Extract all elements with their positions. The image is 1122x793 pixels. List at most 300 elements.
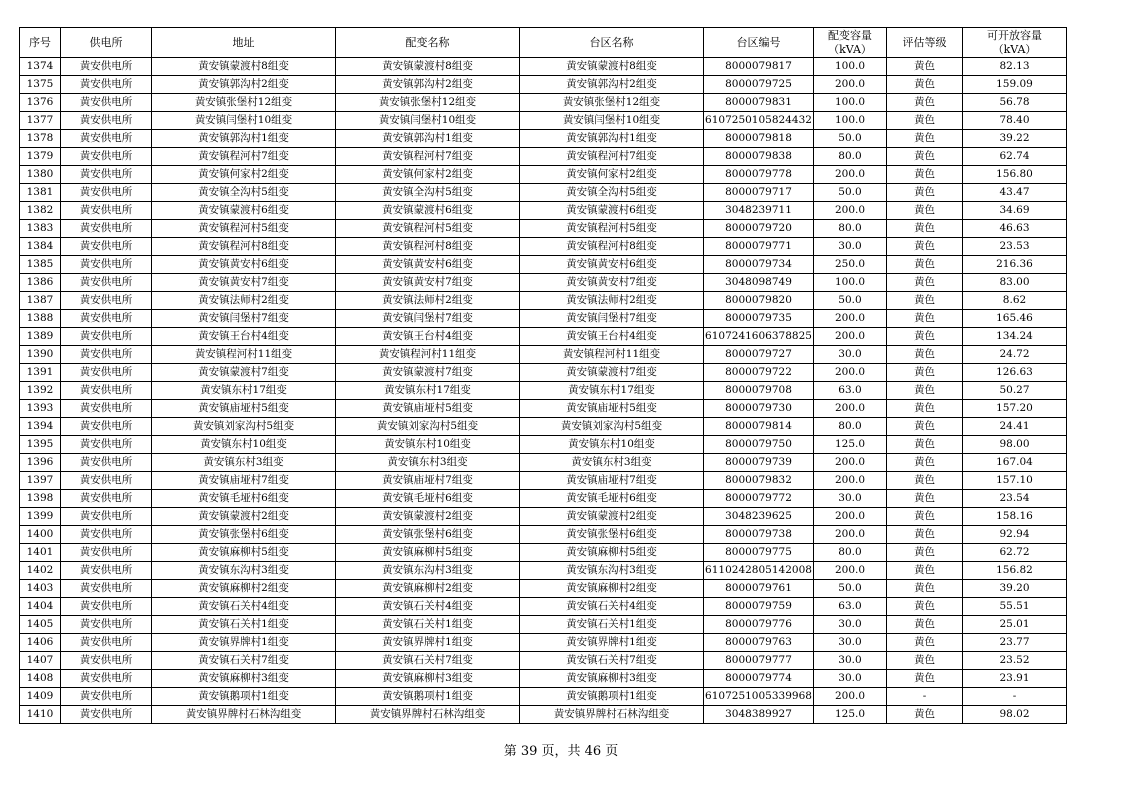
cell-capacity: 125.0 bbox=[814, 706, 887, 724]
cell-area-code: 3048239711 bbox=[704, 202, 814, 220]
cell-grade: 黄色 bbox=[887, 310, 963, 328]
cell-station: 黄安供电所 bbox=[61, 166, 152, 184]
cell-capacity: 30.0 bbox=[814, 634, 887, 652]
cell-transformer: 黄安镇程河村7组变 bbox=[336, 148, 520, 166]
cell-area-code: 3048239625 bbox=[704, 508, 814, 526]
cell-area-name: 黄安镇张堡村12组变 bbox=[520, 94, 704, 112]
cell-seq: 1386 bbox=[20, 274, 61, 292]
cell-address: 黄安镇毛垭村6组变 bbox=[152, 490, 336, 508]
cell-area-code: 8000079771 bbox=[704, 238, 814, 256]
cell-transformer: 黄安镇闫堡村7组变 bbox=[336, 310, 520, 328]
cell-area-code: 6107241606378825 bbox=[704, 328, 814, 346]
cell-area-name: 黄安镇何家村2组变 bbox=[520, 166, 704, 184]
cell-transformer: 黄安镇东村10组变 bbox=[336, 436, 520, 454]
cell-open-capacity: 216.36 bbox=[963, 256, 1067, 274]
cell-grade: 黄色 bbox=[887, 256, 963, 274]
cell-station: 黄安供电所 bbox=[61, 346, 152, 364]
cell-station: 黄安供电所 bbox=[61, 76, 152, 94]
cell-transformer: 黄安镇麻柳村3组变 bbox=[336, 670, 520, 688]
cell-area-code: 8000079775 bbox=[704, 544, 814, 562]
cell-capacity: 200.0 bbox=[814, 562, 887, 580]
cell-address: 黄安镇闫堡村7组变 bbox=[152, 310, 336, 328]
cell-open-capacity: 24.72 bbox=[963, 346, 1067, 364]
cell-transformer: 黄安镇石关村1组变 bbox=[336, 616, 520, 634]
cell-station: 黄安供电所 bbox=[61, 400, 152, 418]
cell-area-name: 黄安镇东村17组变 bbox=[520, 382, 704, 400]
cell-address: 黄安镇界牌村1组变 bbox=[152, 634, 336, 652]
table-row bbox=[20, 58, 1067, 76]
cell-area-name: 黄安镇程河村8组变 bbox=[520, 238, 704, 256]
cell-transformer: 黄安镇毛垭村6组变 bbox=[336, 490, 520, 508]
cell-area-name: 黄安镇张堡村6组变 bbox=[520, 526, 704, 544]
cell-capacity: 80.0 bbox=[814, 220, 887, 238]
cell-station: 黄安供电所 bbox=[61, 472, 152, 490]
cell-address: 黄安镇郭沟村1组变 bbox=[152, 130, 336, 148]
header-seq: 序号 bbox=[20, 28, 61, 58]
cell-address: 黄安镇东村17组变 bbox=[152, 382, 336, 400]
cell-station: 黄安供电所 bbox=[61, 706, 152, 724]
cell-seq: 1390 bbox=[20, 346, 61, 364]
table-row bbox=[20, 436, 1067, 454]
cell-area-name: 黄安镇石关村4组变 bbox=[520, 598, 704, 616]
cell-seq: 1379 bbox=[20, 148, 61, 166]
cell-area-name: 黄安镇闫堡村7组变 bbox=[520, 310, 704, 328]
table-row bbox=[20, 526, 1067, 544]
table-row bbox=[20, 184, 1067, 202]
cell-area-code: 8000079772 bbox=[704, 490, 814, 508]
cell-transformer: 黄安镇程河村8组变 bbox=[336, 238, 520, 256]
cell-grade: 黄色 bbox=[887, 580, 963, 598]
header-capacity-line1: 配变容量 bbox=[828, 28, 872, 42]
header-area-code: 台区编号 bbox=[704, 28, 814, 58]
header-capacity bbox=[814, 28, 887, 58]
cell-capacity: 200.0 bbox=[814, 166, 887, 184]
cell-transformer: 黄安镇东村17组变 bbox=[336, 382, 520, 400]
cell-capacity: 200.0 bbox=[814, 508, 887, 526]
cell-seq: 1378 bbox=[20, 130, 61, 148]
cell-area-code: 8000079759 bbox=[704, 598, 814, 616]
cell-open-capacity: 156.80 bbox=[963, 166, 1067, 184]
cell-station: 黄安供电所 bbox=[61, 544, 152, 562]
cell-area-name: 黄安镇蒙渡村2组变 bbox=[520, 508, 704, 526]
table-row bbox=[20, 238, 1067, 256]
cell-seq: 1377 bbox=[20, 112, 61, 130]
cell-address: 黄安镇张堡村6组变 bbox=[152, 526, 336, 544]
table-row bbox=[20, 94, 1067, 112]
cell-seq: 1383 bbox=[20, 220, 61, 238]
cell-area-name: 黄安镇郭沟村1组变 bbox=[520, 130, 704, 148]
cell-capacity: 30.0 bbox=[814, 490, 887, 508]
table-row bbox=[20, 382, 1067, 400]
cell-station: 黄安供电所 bbox=[61, 328, 152, 346]
cell-grade: 黄色 bbox=[887, 58, 963, 76]
cell-capacity: 200.0 bbox=[814, 202, 887, 220]
cell-address: 黄安镇郭沟村2组变 bbox=[152, 76, 336, 94]
cell-grade: 黄色 bbox=[887, 94, 963, 112]
cell-open-capacity: 98.02 bbox=[963, 706, 1067, 724]
cell-seq: 1374 bbox=[20, 58, 61, 76]
cell-seq: 1399 bbox=[20, 508, 61, 526]
cell-seq: 1400 bbox=[20, 526, 61, 544]
table-row bbox=[20, 292, 1067, 310]
table-row bbox=[20, 310, 1067, 328]
cell-station: 黄安供电所 bbox=[61, 292, 152, 310]
cell-area-code: 8000079818 bbox=[704, 130, 814, 148]
cell-open-capacity: 39.20 bbox=[963, 580, 1067, 598]
cell-transformer: 黄安镇蒙渡村6组变 bbox=[336, 202, 520, 220]
cell-station: 黄安供电所 bbox=[61, 112, 152, 130]
cell-area-name: 黄安镇石关村1组变 bbox=[520, 616, 704, 634]
cell-area-code: 6107251005339968 bbox=[704, 688, 814, 706]
cell-address: 黄安镇蒙渡村6组变 bbox=[152, 202, 336, 220]
cell-grade: 黄色 bbox=[887, 274, 963, 292]
cell-grade: 黄色 bbox=[887, 292, 963, 310]
cell-area-code: 8000079831 bbox=[704, 94, 814, 112]
cell-open-capacity: 55.51 bbox=[963, 598, 1067, 616]
cell-transformer: 黄安镇张堡村12组变 bbox=[336, 94, 520, 112]
cell-grade: 黄色 bbox=[887, 418, 963, 436]
cell-capacity: 200.0 bbox=[814, 526, 887, 544]
cell-grade: 黄色 bbox=[887, 508, 963, 526]
page-footer: 第 39 页，共 46 页 bbox=[503, 744, 619, 759]
cell-area-name: 黄安镇程河村11组变 bbox=[520, 346, 704, 364]
cell-grade: 黄色 bbox=[887, 202, 963, 220]
cell-station: 黄安供电所 bbox=[61, 526, 152, 544]
cell-station: 黄安供电所 bbox=[61, 562, 152, 580]
cell-capacity: 200.0 bbox=[814, 328, 887, 346]
cell-area-name: 黄安镇蒙渡村8组变 bbox=[520, 58, 704, 76]
cell-address: 黄安镇东村10组变 bbox=[152, 436, 336, 454]
cell-area-name: 黄安镇麻柳村2组变 bbox=[520, 580, 704, 598]
cell-open-capacity: 92.94 bbox=[963, 526, 1067, 544]
cell-transformer: 黄安镇刘家沟村5组变 bbox=[336, 418, 520, 436]
cell-grade: 黄色 bbox=[887, 382, 963, 400]
cell-grade: 黄色 bbox=[887, 616, 963, 634]
cell-area-code: 8000079708 bbox=[704, 382, 814, 400]
cell-area-name: 黄安镇蒙渡村6组变 bbox=[520, 202, 704, 220]
cell-area-name: 黄安镇东沟村3组变 bbox=[520, 562, 704, 580]
table-row bbox=[20, 346, 1067, 364]
cell-area-code: 8000079735 bbox=[704, 310, 814, 328]
cell-area-name: 黄安镇黄安村7组变 bbox=[520, 274, 704, 292]
cell-area-code: 8000079734 bbox=[704, 256, 814, 274]
cell-area-name: 黄安镇王台村4组变 bbox=[520, 328, 704, 346]
cell-seq: 1381 bbox=[20, 184, 61, 202]
cell-transformer: 黄安镇东村3组变 bbox=[336, 454, 520, 472]
cell-seq: 1384 bbox=[20, 238, 61, 256]
table-row bbox=[20, 544, 1067, 562]
cell-open-capacity: 23.53 bbox=[963, 238, 1067, 256]
cell-grade: 黄色 bbox=[887, 454, 963, 472]
cell-area-name: 黄安镇闫堡村10组变 bbox=[520, 112, 704, 130]
cell-open-capacity: 23.77 bbox=[963, 634, 1067, 652]
cell-station: 黄安供电所 bbox=[61, 418, 152, 436]
cell-station: 黄安供电所 bbox=[61, 94, 152, 112]
cell-open-capacity: 39.22 bbox=[963, 130, 1067, 148]
cell-station: 黄安供电所 bbox=[61, 436, 152, 454]
table-row bbox=[20, 148, 1067, 166]
cell-station: 黄安供电所 bbox=[61, 454, 152, 472]
cell-grade: 黄色 bbox=[887, 76, 963, 94]
cell-address: 黄安镇刘家沟村5组变 bbox=[152, 418, 336, 436]
cell-seq: 1406 bbox=[20, 634, 61, 652]
cell-capacity: 80.0 bbox=[814, 148, 887, 166]
cell-area-name: 黄安镇鹅项村1组变 bbox=[520, 688, 704, 706]
cell-area-code: 6110242805142008 bbox=[704, 562, 814, 580]
cell-station: 黄安供电所 bbox=[61, 238, 152, 256]
cell-area-code: 3048098749 bbox=[704, 274, 814, 292]
capacity-table bbox=[19, 27, 1067, 724]
cell-grade: 黄色 bbox=[887, 670, 963, 688]
cell-area-name: 黄安镇蒙渡村7组变 bbox=[520, 364, 704, 382]
cell-area-name: 黄安镇石关村7组变 bbox=[520, 652, 704, 670]
cell-seq: 1396 bbox=[20, 454, 61, 472]
cell-grade: 黄色 bbox=[887, 112, 963, 130]
cell-grade: 黄色 bbox=[887, 238, 963, 256]
table-row bbox=[20, 580, 1067, 598]
cell-address: 黄安镇蒙渡村7组变 bbox=[152, 364, 336, 382]
cell-address: 黄安镇麻柳村5组变 bbox=[152, 544, 336, 562]
cell-station: 黄安供电所 bbox=[61, 202, 152, 220]
cell-area-code: 8000079817 bbox=[704, 58, 814, 76]
cell-transformer: 黄安镇郭沟村2组变 bbox=[336, 76, 520, 94]
cell-capacity: 100.0 bbox=[814, 112, 887, 130]
cell-station: 黄安供电所 bbox=[61, 130, 152, 148]
cell-seq: 1393 bbox=[20, 400, 61, 418]
table-row bbox=[20, 274, 1067, 292]
cell-station: 黄安供电所 bbox=[61, 616, 152, 634]
cell-station: 黄安供电所 bbox=[61, 598, 152, 616]
cell-station: 黄安供电所 bbox=[61, 310, 152, 328]
cell-open-capacity: 8.62 bbox=[963, 292, 1067, 310]
cell-capacity: 200.0 bbox=[814, 76, 887, 94]
cell-grade: 黄色 bbox=[887, 706, 963, 724]
cell-capacity: 50.0 bbox=[814, 580, 887, 598]
cell-area-name: 黄安镇刘家沟村5组变 bbox=[520, 418, 704, 436]
cell-grade: 黄色 bbox=[887, 634, 963, 652]
cell-area-code: 8000079838 bbox=[704, 148, 814, 166]
cell-transformer: 黄安镇程河村5组变 bbox=[336, 220, 520, 238]
cell-address: 黄安镇庙垭村7组变 bbox=[152, 472, 336, 490]
cell-open-capacity: 62.72 bbox=[963, 544, 1067, 562]
table-body bbox=[20, 58, 1067, 724]
cell-address: 黄安镇石关村7组变 bbox=[152, 652, 336, 670]
cell-station: 黄安供电所 bbox=[61, 364, 152, 382]
cell-grade: 黄色 bbox=[887, 526, 963, 544]
cell-area-code: 8000079776 bbox=[704, 616, 814, 634]
cell-grade: 黄色 bbox=[887, 652, 963, 670]
header-capacity-line2: （kVA） bbox=[828, 42, 872, 56]
table-row bbox=[20, 220, 1067, 238]
cell-address: 黄安镇庙垭村5组变 bbox=[152, 400, 336, 418]
table-row bbox=[20, 652, 1067, 670]
cell-capacity: 80.0 bbox=[814, 418, 887, 436]
cell-capacity: 80.0 bbox=[814, 544, 887, 562]
cell-address: 黄安镇程河村8组变 bbox=[152, 238, 336, 256]
cell-transformer: 黄安镇全沟村5组变 bbox=[336, 184, 520, 202]
table-row bbox=[20, 472, 1067, 490]
cell-open-capacity: 34.69 bbox=[963, 202, 1067, 220]
cell-station: 黄安供电所 bbox=[61, 184, 152, 202]
cell-station: 黄安供电所 bbox=[61, 256, 152, 274]
cell-grade: 黄色 bbox=[887, 400, 963, 418]
cell-grade: 黄色 bbox=[887, 166, 963, 184]
cell-transformer: 黄安镇王台村4组变 bbox=[336, 328, 520, 346]
cell-station: 黄安供电所 bbox=[61, 634, 152, 652]
cell-area-name: 黄安镇全沟村5组变 bbox=[520, 184, 704, 202]
cell-station: 黄安供电所 bbox=[61, 652, 152, 670]
cell-grade: 黄色 bbox=[887, 328, 963, 346]
cell-seq: 1405 bbox=[20, 616, 61, 634]
cell-address: 黄安镇蒙渡村8组变 bbox=[152, 58, 336, 76]
header-row bbox=[20, 28, 1067, 58]
cell-open-capacity: 46.63 bbox=[963, 220, 1067, 238]
cell-area-code: 8000079717 bbox=[704, 184, 814, 202]
cell-seq: 1392 bbox=[20, 382, 61, 400]
cell-capacity: 200.0 bbox=[814, 364, 887, 382]
cell-seq: 1387 bbox=[20, 292, 61, 310]
table-row bbox=[20, 616, 1067, 634]
cell-seq: 1375 bbox=[20, 76, 61, 94]
cell-area-code: 8000079739 bbox=[704, 454, 814, 472]
cell-seq: 1404 bbox=[20, 598, 61, 616]
cell-address: 黄安镇程河村5组变 bbox=[152, 220, 336, 238]
cell-capacity: 125.0 bbox=[814, 436, 887, 454]
cell-address: 黄安镇石关村1组变 bbox=[152, 616, 336, 634]
cell-area-code: 8000079763 bbox=[704, 634, 814, 652]
cell-area-name: 黄安镇庙垭村7组变 bbox=[520, 472, 704, 490]
cell-seq: 1394 bbox=[20, 418, 61, 436]
cell-open-capacity: 156.82 bbox=[963, 562, 1067, 580]
cell-grade: 黄色 bbox=[887, 544, 963, 562]
cell-area-code: 8000079720 bbox=[704, 220, 814, 238]
cell-open-capacity: 56.78 bbox=[963, 94, 1067, 112]
cell-address: 黄安镇蒙渡村2组变 bbox=[152, 508, 336, 526]
cell-area-name: 黄安镇郭沟村2组变 bbox=[520, 76, 704, 94]
cell-address: 黄安镇全沟村5组变 bbox=[152, 184, 336, 202]
cell-transformer: 黄安镇蒙渡村2组变 bbox=[336, 508, 520, 526]
cell-area-name: 黄安镇程河村7组变 bbox=[520, 148, 704, 166]
cell-area-code: 8000079832 bbox=[704, 472, 814, 490]
cell-address: 黄安镇东沟村3组变 bbox=[152, 562, 336, 580]
cell-address: 黄安镇何家村2组变 bbox=[152, 166, 336, 184]
cell-area-code: 8000079738 bbox=[704, 526, 814, 544]
cell-open-capacity: 24.41 bbox=[963, 418, 1067, 436]
cell-area-code: 8000079778 bbox=[704, 166, 814, 184]
cell-grade: 黄色 bbox=[887, 346, 963, 364]
header-station: 供电所 bbox=[61, 28, 152, 58]
cell-capacity: 200.0 bbox=[814, 472, 887, 490]
cell-transformer: 黄安镇东沟村3组变 bbox=[336, 562, 520, 580]
cell-open-capacity: 78.40 bbox=[963, 112, 1067, 130]
cell-capacity: 30.0 bbox=[814, 670, 887, 688]
cell-seq: 1382 bbox=[20, 202, 61, 220]
cell-station: 黄安供电所 bbox=[61, 58, 152, 76]
table-row bbox=[20, 706, 1067, 724]
cell-area-code: 8000079725 bbox=[704, 76, 814, 94]
cell-transformer: 黄安镇界牌村石林沟组变 bbox=[336, 706, 520, 724]
cell-capacity: 100.0 bbox=[814, 58, 887, 76]
cell-area-code: 8000079820 bbox=[704, 292, 814, 310]
cell-station: 黄安供电所 bbox=[61, 220, 152, 238]
cell-capacity: 100.0 bbox=[814, 94, 887, 112]
header-grade: 评估等级 bbox=[887, 28, 963, 58]
cell-seq: 1409 bbox=[20, 688, 61, 706]
cell-transformer: 黄安镇张堡村6组变 bbox=[336, 526, 520, 544]
cell-seq: 1388 bbox=[20, 310, 61, 328]
table-row bbox=[20, 166, 1067, 184]
cell-seq: 1407 bbox=[20, 652, 61, 670]
cell-transformer: 黄安镇麻柳村5组变 bbox=[336, 544, 520, 562]
table-row bbox=[20, 256, 1067, 274]
cell-open-capacity: 134.24 bbox=[963, 328, 1067, 346]
cell-grade: 黄色 bbox=[887, 130, 963, 148]
cell-grade: - bbox=[887, 688, 963, 706]
cell-transformer: 黄安镇闫堡村10组变 bbox=[336, 112, 520, 130]
cell-grade: 黄色 bbox=[887, 472, 963, 490]
cell-capacity: 30.0 bbox=[814, 238, 887, 256]
cell-transformer: 黄安镇法师村2组变 bbox=[336, 292, 520, 310]
cell-seq: 1397 bbox=[20, 472, 61, 490]
cell-area-name: 黄安镇麻柳村5组变 bbox=[520, 544, 704, 562]
cell-transformer: 黄安镇石关村7组变 bbox=[336, 652, 520, 670]
cell-area-code: 6107250105824432 bbox=[704, 112, 814, 130]
cell-area-name: 黄安镇庙垭村5组变 bbox=[520, 400, 704, 418]
cell-seq: 1408 bbox=[20, 670, 61, 688]
table-row bbox=[20, 562, 1067, 580]
cell-seq: 1385 bbox=[20, 256, 61, 274]
cell-capacity: 100.0 bbox=[814, 274, 887, 292]
cell-capacity: 63.0 bbox=[814, 382, 887, 400]
cell-transformer: 黄安镇鹅项村1组变 bbox=[336, 688, 520, 706]
cell-open-capacity: 50.27 bbox=[963, 382, 1067, 400]
cell-capacity: 30.0 bbox=[814, 652, 887, 670]
cell-seq: 1389 bbox=[20, 328, 61, 346]
cell-address: 黄安镇闫堡村10组变 bbox=[152, 112, 336, 130]
cell-address: 黄安镇东村3组变 bbox=[152, 454, 336, 472]
table-row bbox=[20, 454, 1067, 472]
cell-transformer: 黄安镇庙垭村5组变 bbox=[336, 400, 520, 418]
cell-station: 黄安供电所 bbox=[61, 382, 152, 400]
cell-address: 黄安镇法师村2组变 bbox=[152, 292, 336, 310]
cell-area-name: 黄安镇毛垭村6组变 bbox=[520, 490, 704, 508]
cell-area-code: 8000079730 bbox=[704, 400, 814, 418]
cell-open-capacity: 167.04 bbox=[963, 454, 1067, 472]
table-row bbox=[20, 202, 1067, 220]
cell-transformer: 黄安镇黄安村7组变 bbox=[336, 274, 520, 292]
header-open-capacity bbox=[963, 28, 1067, 58]
header-transformer: 配变名称 bbox=[336, 28, 520, 58]
cell-capacity: 50.0 bbox=[814, 130, 887, 148]
cell-open-capacity: 157.20 bbox=[963, 400, 1067, 418]
cell-grade: 黄色 bbox=[887, 184, 963, 202]
cell-grade: 黄色 bbox=[887, 562, 963, 580]
table-row bbox=[20, 418, 1067, 436]
cell-grade: 黄色 bbox=[887, 364, 963, 382]
cell-transformer: 黄安镇界牌村1组变 bbox=[336, 634, 520, 652]
cell-address: 黄安镇界牌村石林沟组变 bbox=[152, 706, 336, 724]
table-row bbox=[20, 112, 1067, 130]
cell-area-code: 8000079777 bbox=[704, 652, 814, 670]
cell-address: 黄安镇张堡村12组变 bbox=[152, 94, 336, 112]
cell-seq: 1398 bbox=[20, 490, 61, 508]
cell-seq: 1401 bbox=[20, 544, 61, 562]
cell-seq: 1410 bbox=[20, 706, 61, 724]
capacity-table-container bbox=[19, 27, 1066, 724]
cell-open-capacity: 23.52 bbox=[963, 652, 1067, 670]
cell-station: 黄安供电所 bbox=[61, 688, 152, 706]
cell-address: 黄安镇程河村7组变 bbox=[152, 148, 336, 166]
